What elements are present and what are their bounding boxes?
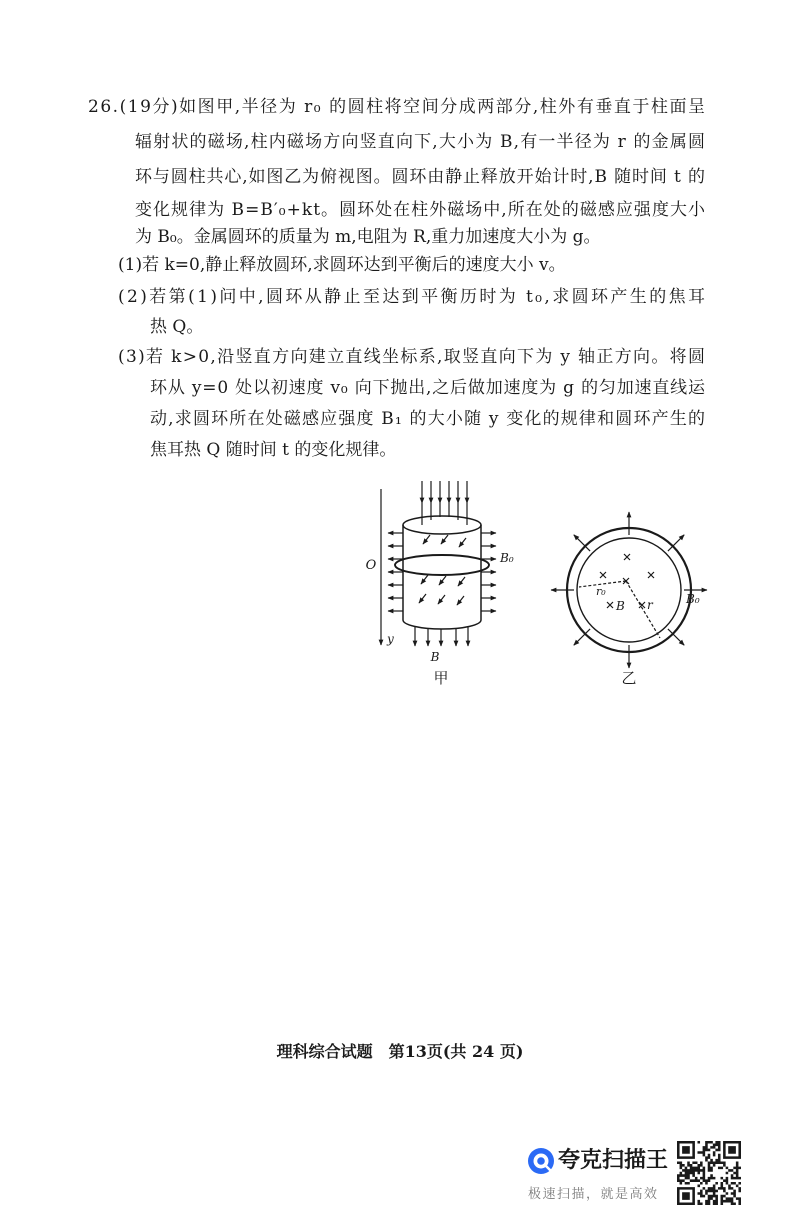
inner-field-lines-top	[422, 481, 467, 525]
ring-radius-label: r	[647, 598, 653, 612]
cylinder-circle	[577, 538, 681, 642]
part2-line: 热 Q。	[150, 317, 204, 337]
page-footer: 理科综合试题 第13页(共 24 页)	[276, 1042, 524, 1061]
figure-jia	[366, 481, 514, 687]
outer-field-label: B₀	[686, 592, 700, 606]
part1-line: (1)若 k=0,静止释放圆环,求圆环达到平衡后的速度大小 v。	[118, 255, 566, 275]
inner-field-diagonal-arrows	[419, 535, 466, 605]
figure-caption-jia: 甲	[433, 669, 449, 687]
scanner-slogan: 极速扫描，就是高效	[528, 1187, 659, 1202]
radius-r-line	[626, 581, 660, 638]
stem-line: 辐射状的磁场,柱内磁场方向竖直向下,大小为 B,有一半径为 r 的金属圆	[135, 132, 707, 152]
part3-line: 动,求圆环所在处磁感应强度 B₁ 的大小随 y 变化的规律和圆环产生的	[150, 409, 707, 429]
field-cross-marks	[600, 554, 654, 608]
stem-line: 环与圆柱共心,如图乙为俯视图。圆环由静止释放开始计时,B 随时间 t 的	[135, 167, 706, 187]
stem-line: 为 B₀。金属圆环的质量为 m,电阻为 R,重力加速度大小为 g。	[135, 227, 601, 247]
radial-field-arrows	[551, 512, 707, 668]
origin-label: O	[365, 558, 377, 573]
axis-label: y	[387, 632, 394, 646]
inner-field-label: B	[616, 599, 625, 613]
part3-line: 环从 y=0 处以初速度 v₀ 向下抛出,之后做加速度为 g 的匀加速直线运	[150, 378, 706, 398]
inner-field-label: B	[430, 650, 440, 664]
outer-radial-arrows-left	[388, 533, 403, 611]
stem-line: 变化规律为 B=B′₀+kt。圆环处在柱外磁场中,所在处的磁感应强度大小	[135, 200, 707, 220]
stem-line: 26.(19分)如图甲,半径为 r₀ 的圆柱将空间分成两部分,柱外有垂直于柱面呈	[88, 97, 707, 117]
part3-line: (3)若 k>0,沿竖直方向建立直线坐标系,取竖直向下为 y 轴正方向。将圆	[118, 347, 707, 367]
figure-caption-yi: 乙	[621, 669, 637, 687]
quark-logo-icon	[527, 1147, 555, 1175]
part2-line: (2)若第(1)问中,圆环从静止至达到平衡历时为 t₀,求圆环产生的焦耳	[118, 287, 708, 307]
outer-radial-arrows-right	[481, 533, 496, 611]
figures	[350, 475, 730, 690]
scanner-brand: 夸克扫描王	[558, 1148, 669, 1173]
figure-yi	[551, 512, 707, 687]
cylinder-radius-label: r₀	[596, 585, 606, 598]
outer-field-label: B₀	[500, 551, 514, 565]
inner-field-arrows-bottom	[415, 626, 468, 646]
part3-line: 焦耳热 Q 随时间 t 的变化规律。	[150, 440, 397, 460]
qr-code-icon	[677, 1141, 741, 1205]
metal-ring	[395, 555, 489, 575]
